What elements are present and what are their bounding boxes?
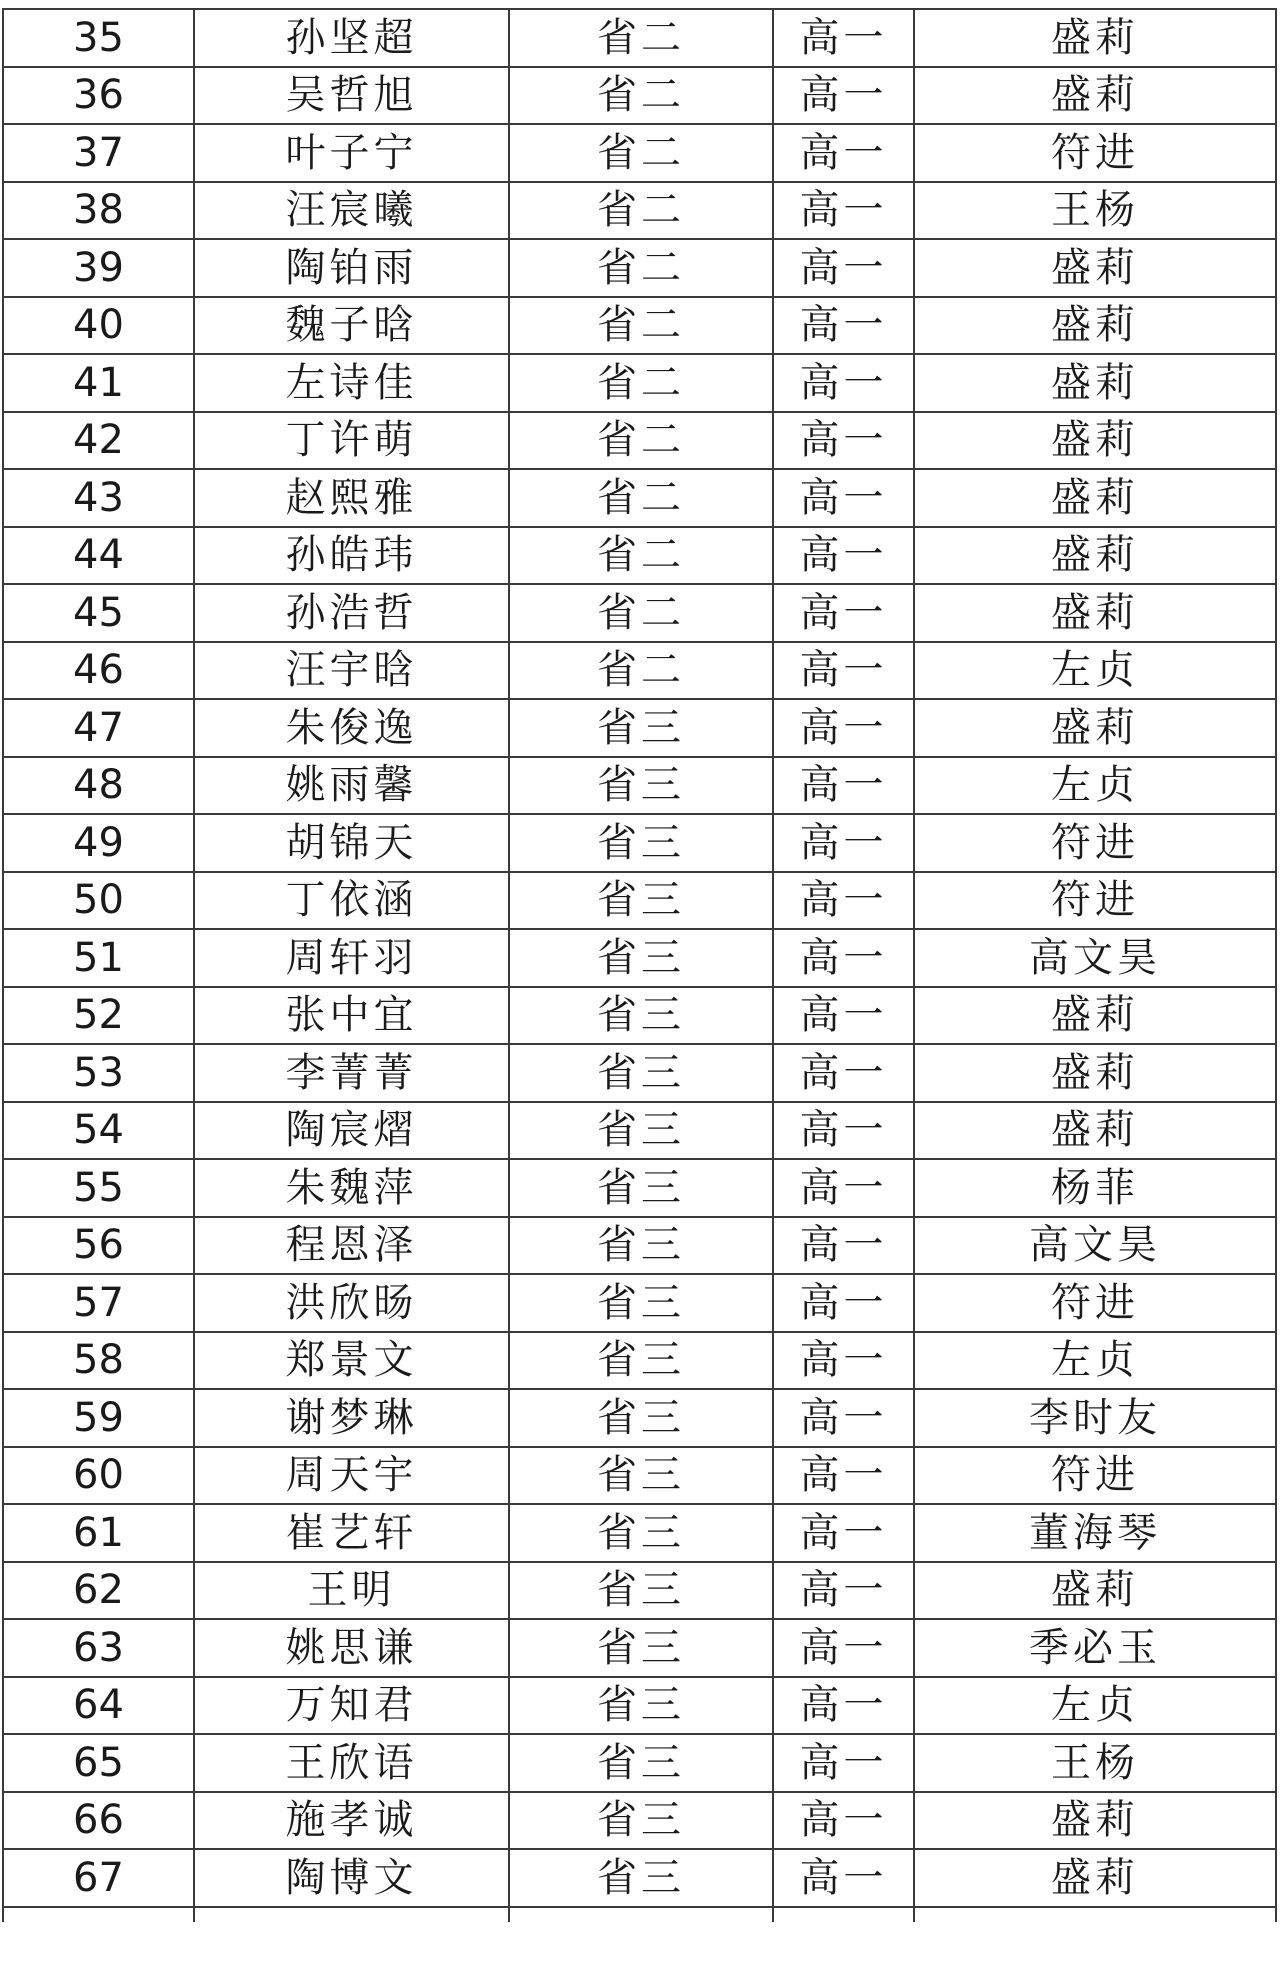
student-name-cell: 陶宸熠 xyxy=(194,1102,509,1160)
table-row xyxy=(3,1734,1276,1792)
award-level-cell: 省三 xyxy=(509,1332,773,1390)
award-level-cell: 省三 xyxy=(509,1044,773,1102)
award-level-cell: 省二 xyxy=(509,67,773,125)
student-name-cell: 周天宇 xyxy=(194,1447,509,1505)
award-level-cell: 省二 xyxy=(509,412,773,470)
award-level-cell: 省三 xyxy=(509,1389,773,1447)
grade-cell: 高一 xyxy=(773,1619,914,1677)
table-row-cutoff xyxy=(3,1907,1276,1922)
grade-cell: 高一 xyxy=(773,1792,914,1850)
grade-cell: 高一 xyxy=(773,1447,914,1505)
grade-cell: 高一 xyxy=(773,1332,914,1390)
row-number-cell: 44 xyxy=(3,527,194,585)
row-number-cell: 49 xyxy=(3,814,194,872)
award-level-cell: 省二 xyxy=(509,124,773,182)
teacher-cell: 盛莉 xyxy=(914,1849,1276,1907)
grade-cell: 高一 xyxy=(773,1159,914,1217)
teacher-cell: 盛莉 xyxy=(914,987,1276,1045)
grade-cell: 高一 xyxy=(773,814,914,872)
empty-cell xyxy=(194,1907,509,1922)
grade-cell: 高一 xyxy=(773,1102,914,1160)
row-number-cell: 62 xyxy=(3,1562,194,1620)
table-row xyxy=(3,239,1276,297)
teacher-cell: 董海琴 xyxy=(914,1504,1276,1562)
award-level-cell: 省三 xyxy=(509,1619,773,1677)
award-level-cell: 省二 xyxy=(509,642,773,700)
table-row xyxy=(3,1159,1276,1217)
table-row xyxy=(3,699,1276,757)
teacher-cell: 盛莉 xyxy=(914,1102,1276,1160)
award-level-cell: 省二 xyxy=(509,182,773,240)
row-number-cell: 50 xyxy=(3,872,194,930)
grade-cell: 高一 xyxy=(773,412,914,470)
row-number-cell: 67 xyxy=(3,1849,194,1907)
student-name-cell: 程恩泽 xyxy=(194,1217,509,1275)
student-name-cell: 丁许萌 xyxy=(194,412,509,470)
grade-cell: 高一 xyxy=(773,1389,914,1447)
teacher-cell: 盛莉 xyxy=(914,412,1276,470)
student-name-cell: 孙坚超 xyxy=(194,9,509,67)
student-name-cell: 李菁菁 xyxy=(194,1044,509,1102)
grade-cell: 高一 xyxy=(773,1217,914,1275)
row-number-cell: 64 xyxy=(3,1677,194,1735)
table-row xyxy=(3,987,1276,1045)
award-level-cell: 省三 xyxy=(509,1447,773,1505)
grade-cell: 高一 xyxy=(773,872,914,930)
teacher-cell: 盛莉 xyxy=(914,9,1276,67)
grade-cell: 高一 xyxy=(773,642,914,700)
student-name-cell: 吴哲旭 xyxy=(194,67,509,125)
student-name-cell: 胡锦天 xyxy=(194,814,509,872)
student-name-cell: 孙皓玮 xyxy=(194,527,509,585)
teacher-cell: 符进 xyxy=(914,1274,1276,1332)
teacher-cell: 季必玉 xyxy=(914,1619,1276,1677)
teacher-cell: 符进 xyxy=(914,124,1276,182)
row-number-cell: 66 xyxy=(3,1792,194,1850)
award-level-cell: 省三 xyxy=(509,1849,773,1907)
award-level-cell: 省三 xyxy=(509,1562,773,1620)
student-name-cell: 施孝诚 xyxy=(194,1792,509,1850)
row-number-cell: 38 xyxy=(3,182,194,240)
teacher-cell: 盛莉 xyxy=(914,527,1276,585)
award-level-cell: 省二 xyxy=(509,354,773,412)
grade-cell: 高一 xyxy=(773,9,914,67)
row-number-cell: 40 xyxy=(3,297,194,355)
award-level-cell: 省三 xyxy=(509,1217,773,1275)
teacher-cell: 盛莉 xyxy=(914,1792,1276,1850)
table-row xyxy=(3,1792,1276,1850)
table-row xyxy=(3,1562,1276,1620)
table-row xyxy=(3,814,1276,872)
row-number-cell: 54 xyxy=(3,1102,194,1160)
student-name-cell: 万知君 xyxy=(194,1677,509,1735)
table-row xyxy=(3,929,1276,987)
teacher-cell: 符进 xyxy=(914,1447,1276,1505)
grade-cell: 高一 xyxy=(773,1849,914,1907)
row-number-cell: 37 xyxy=(3,124,194,182)
award-level-cell: 省二 xyxy=(509,297,773,355)
award-level-cell: 省三 xyxy=(509,1677,773,1735)
table-body xyxy=(3,9,1276,1922)
award-level-cell: 省二 xyxy=(509,527,773,585)
table-row xyxy=(3,469,1276,527)
table-row xyxy=(3,757,1276,815)
row-number-cell: 51 xyxy=(3,929,194,987)
table-row xyxy=(3,1619,1276,1677)
empty-cell xyxy=(509,1907,773,1922)
student-name-cell: 洪欣旸 xyxy=(194,1274,509,1332)
student-name-cell: 张中宜 xyxy=(194,987,509,1045)
award-level-cell: 省二 xyxy=(509,239,773,297)
table-row xyxy=(3,1849,1276,1907)
student-name-cell: 魏子晗 xyxy=(194,297,509,355)
table-row xyxy=(3,9,1276,67)
teacher-cell: 王杨 xyxy=(914,182,1276,240)
grade-cell: 高一 xyxy=(773,1734,914,1792)
row-number-cell: 47 xyxy=(3,699,194,757)
student-name-cell: 周轩羽 xyxy=(194,929,509,987)
table-row xyxy=(3,1044,1276,1102)
grade-cell: 高一 xyxy=(773,1044,914,1102)
table-row xyxy=(3,67,1276,125)
table-row xyxy=(3,297,1276,355)
table-row xyxy=(3,1389,1276,1447)
teacher-cell: 左贞 xyxy=(914,1677,1276,1735)
row-number-cell: 55 xyxy=(3,1159,194,1217)
award-level-cell: 省二 xyxy=(509,9,773,67)
teacher-cell: 盛莉 xyxy=(914,1562,1276,1620)
table-row xyxy=(3,1504,1276,1562)
student-name-cell: 叶子宁 xyxy=(194,124,509,182)
teacher-cell: 盛莉 xyxy=(914,699,1276,757)
table-row xyxy=(3,354,1276,412)
teacher-cell: 盛莉 xyxy=(914,354,1276,412)
student-name-cell: 汪宇晗 xyxy=(194,642,509,700)
teacher-cell: 盛莉 xyxy=(914,239,1276,297)
award-level-cell: 省三 xyxy=(509,1159,773,1217)
grade-cell: 高一 xyxy=(773,987,914,1045)
grade-cell: 高一 xyxy=(773,67,914,125)
teacher-cell: 李时友 xyxy=(914,1389,1276,1447)
grade-cell: 高一 xyxy=(773,1562,914,1620)
teacher-cell: 杨菲 xyxy=(914,1159,1276,1217)
table-row xyxy=(3,124,1276,182)
grade-cell: 高一 xyxy=(773,1677,914,1735)
teacher-cell: 符进 xyxy=(914,872,1276,930)
award-level-cell: 省三 xyxy=(509,699,773,757)
award-level-cell: 省二 xyxy=(509,469,773,527)
table-row xyxy=(3,872,1276,930)
table-row xyxy=(3,1447,1276,1505)
table-row xyxy=(3,584,1276,642)
row-number-cell: 59 xyxy=(3,1389,194,1447)
table-row xyxy=(3,1102,1276,1160)
teacher-cell: 左贞 xyxy=(914,642,1276,700)
row-number-cell: 48 xyxy=(3,757,194,815)
student-name-cell: 王明 xyxy=(194,1562,509,1620)
grade-cell: 高一 xyxy=(773,354,914,412)
teacher-cell: 高文昊 xyxy=(914,929,1276,987)
row-number-cell: 61 xyxy=(3,1504,194,1562)
table-row xyxy=(3,182,1276,240)
empty-cell xyxy=(3,1907,194,1922)
grade-cell: 高一 xyxy=(773,929,914,987)
row-number-cell: 35 xyxy=(3,9,194,67)
row-number-cell: 57 xyxy=(3,1274,194,1332)
award-level-cell: 省三 xyxy=(509,1102,773,1160)
student-name-cell: 朱魏萍 xyxy=(194,1159,509,1217)
teacher-cell: 盛莉 xyxy=(914,297,1276,355)
table-row xyxy=(3,1217,1276,1275)
grade-cell: 高一 xyxy=(773,182,914,240)
grade-cell: 高一 xyxy=(773,699,914,757)
student-name-cell: 陶铂雨 xyxy=(194,239,509,297)
student-name-cell: 左诗佳 xyxy=(194,354,509,412)
row-number-cell: 45 xyxy=(3,584,194,642)
row-number-cell: 39 xyxy=(3,239,194,297)
grade-cell: 高一 xyxy=(773,297,914,355)
award-level-cell: 省二 xyxy=(509,584,773,642)
student-name-cell: 孙浩哲 xyxy=(194,584,509,642)
award-level-cell: 省三 xyxy=(509,929,773,987)
grade-cell: 高一 xyxy=(773,584,914,642)
student-name-cell: 汪宸曦 xyxy=(194,182,509,240)
grade-cell: 高一 xyxy=(773,124,914,182)
table-row xyxy=(3,1274,1276,1332)
teacher-cell: 盛莉 xyxy=(914,469,1276,527)
student-name-cell: 郑景文 xyxy=(194,1332,509,1390)
row-number-cell: 58 xyxy=(3,1332,194,1390)
student-name-cell: 姚思谦 xyxy=(194,1619,509,1677)
student-name-cell: 王欣语 xyxy=(194,1734,509,1792)
teacher-cell: 符进 xyxy=(914,814,1276,872)
student-name-cell: 崔艺轩 xyxy=(194,1504,509,1562)
award-level-cell: 省三 xyxy=(509,1504,773,1562)
row-number-cell: 43 xyxy=(3,469,194,527)
teacher-cell: 高文昊 xyxy=(914,1217,1276,1275)
row-number-cell: 42 xyxy=(3,412,194,470)
award-level-cell: 省三 xyxy=(509,1792,773,1850)
teacher-cell: 王杨 xyxy=(914,1734,1276,1792)
grade-cell: 高一 xyxy=(773,1274,914,1332)
award-level-cell: 省三 xyxy=(509,814,773,872)
row-number-cell: 65 xyxy=(3,1734,194,1792)
award-level-cell: 省三 xyxy=(509,872,773,930)
empty-cell xyxy=(773,1907,914,1922)
student-name-cell: 陶博文 xyxy=(194,1849,509,1907)
student-name-cell: 赵熙雅 xyxy=(194,469,509,527)
award-level-cell: 省三 xyxy=(509,757,773,815)
award-list-table xyxy=(2,8,1275,1922)
table-row xyxy=(3,527,1276,585)
empty-cell xyxy=(914,1907,1276,1922)
teacher-cell: 盛莉 xyxy=(914,584,1276,642)
award-level-cell: 省三 xyxy=(509,987,773,1045)
award-level-cell: 省三 xyxy=(509,1274,773,1332)
row-number-cell: 63 xyxy=(3,1619,194,1677)
grade-cell: 高一 xyxy=(773,1504,914,1562)
grade-cell: 高一 xyxy=(773,757,914,815)
teacher-cell: 左贞 xyxy=(914,757,1276,815)
table-row xyxy=(3,1677,1276,1735)
row-number-cell: 52 xyxy=(3,987,194,1045)
student-name-cell: 谢梦琳 xyxy=(194,1389,509,1447)
row-number-cell: 36 xyxy=(3,67,194,125)
grade-cell: 高一 xyxy=(773,527,914,585)
award-table xyxy=(2,8,1277,1922)
row-number-cell: 46 xyxy=(3,642,194,700)
teacher-cell: 盛莉 xyxy=(914,1044,1276,1102)
table-row xyxy=(3,412,1276,470)
row-number-cell: 41 xyxy=(3,354,194,412)
teacher-cell: 盛莉 xyxy=(914,67,1276,125)
row-number-cell: 53 xyxy=(3,1044,194,1102)
award-level-cell: 省三 xyxy=(509,1734,773,1792)
table-row xyxy=(3,1332,1276,1390)
row-number-cell: 56 xyxy=(3,1217,194,1275)
student-name-cell: 姚雨馨 xyxy=(194,757,509,815)
student-name-cell: 丁依涵 xyxy=(194,872,509,930)
row-number-cell: 60 xyxy=(3,1447,194,1505)
teacher-cell: 左贞 xyxy=(914,1332,1276,1390)
grade-cell: 高一 xyxy=(773,469,914,527)
table-row xyxy=(3,642,1276,700)
student-name-cell: 朱俊逸 xyxy=(194,699,509,757)
grade-cell: 高一 xyxy=(773,239,914,297)
